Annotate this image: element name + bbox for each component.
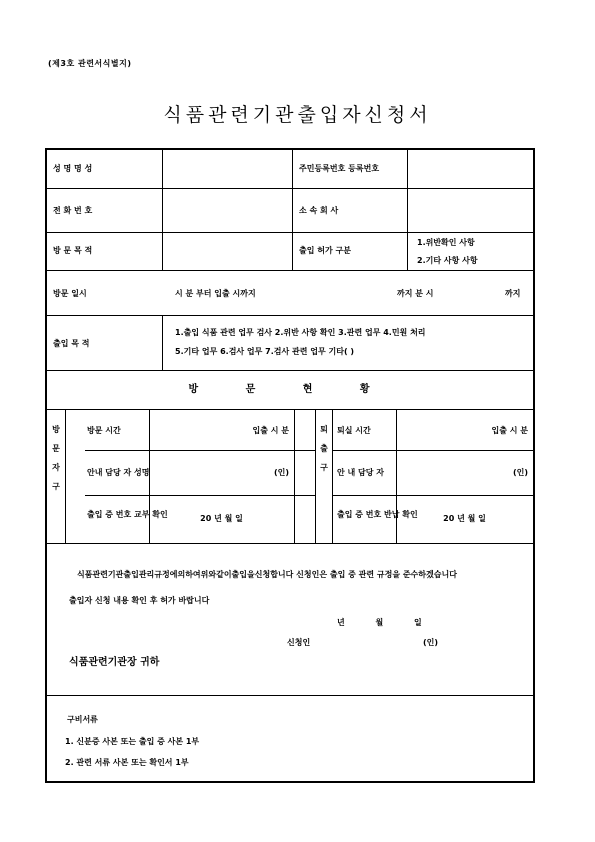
applicant-line: 신청인 (인): [287, 638, 439, 647]
left-r2-value: (인): [273, 468, 289, 477]
date-line: 년 월 일: [337, 618, 422, 627]
right-side-label: 퇴 출 구: [320, 425, 328, 472]
right-r3-label: 출입 증 번호 반납 확인: [337, 510, 418, 519]
statement-line-2: 출입자 신청 내용 확인 후 허가 바랍니다: [69, 596, 210, 605]
left-r1-value: 입출 시 분: [252, 426, 289, 435]
page-title: 식품관련기관출입자신청서: [163, 104, 432, 126]
right-r2-label: 안 내 담당 자: [337, 468, 384, 477]
left-r3-label: 출입 증 번호 교부 확인: [87, 510, 168, 519]
left-r3-value: 20 년 월 일: [200, 514, 243, 523]
purpose-option-2: 2.기타 사항 사항: [417, 256, 478, 265]
left-r2-label: 안내 담당 자 성명: [87, 468, 150, 477]
visit-to: 까지 분 시: [397, 289, 434, 298]
right-r3-value: 20 년 월 일: [443, 514, 486, 523]
visit-label: 방문 일시: [53, 289, 87, 298]
statement-line-1: 식품관련기관출입관리규정에의하여위와같이출입을신청합니다 신청인은 출입 중 관련 규정을 준수하겠습니다: [77, 570, 457, 579]
purpose-label-2: 출입 허가 구분: [299, 246, 351, 255]
visit-end: 까지: [505, 289, 521, 298]
right-r1-label: 퇴실 시간: [337, 426, 371, 435]
left-r1-label: 방문 시간: [87, 426, 121, 435]
right-r2-value: (인): [512, 468, 528, 477]
phone-label: 전 화 번 호: [53, 206, 93, 215]
attachment-item-1: 1. 신분증 사본 또는 출입 증 사본 1부: [65, 737, 200, 746]
section-title: 방 문 현 황: [188, 384, 392, 395]
attachment-item-2: 2. 관련 서류 사본 또는 확인서 1부: [65, 758, 189, 767]
type-label: 출입 목 적: [53, 339, 90, 348]
purpose-option-1: 1.위반확인 사항: [417, 238, 475, 247]
attachments-label: 구비서류: [67, 715, 98, 724]
purpose-label: 방 문 목 적: [53, 246, 93, 255]
company-label: 소 속 회 사: [299, 206, 339, 215]
left-side-label: 방 문 자 구: [52, 425, 60, 491]
recipient: 식품관련기관장 귀하: [69, 657, 160, 668]
type-line-1: 1.출입 식품 관련 업무 검사 2.위반 사항 확인 3.관련 업무 4.민원 처리: [175, 328, 426, 337]
form-frame: [45, 148, 535, 783]
name-label: 성 명 명 성: [53, 164, 93, 173]
right-r1-value: 입출 시 분: [491, 426, 528, 435]
visit-from: 시 분 부터 입출 시까지: [175, 289, 256, 298]
form-number: (제3호 관련서식별지): [48, 59, 132, 68]
id-label: 주민등록번호 등록번호: [299, 164, 380, 173]
type-line-2: 5.기타 업무 6.검사 업무 7.검사 관련 업무 기타( ): [175, 347, 355, 356]
